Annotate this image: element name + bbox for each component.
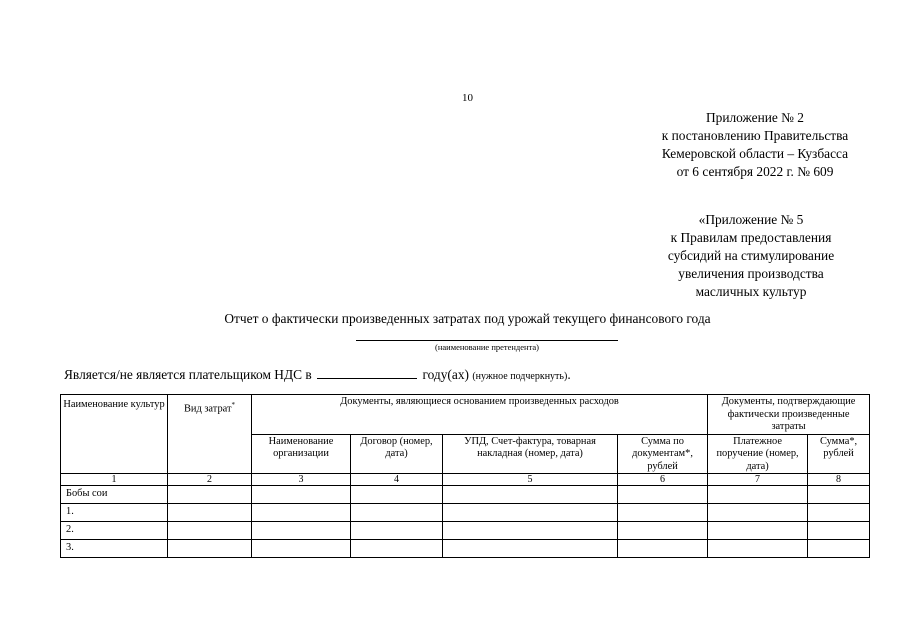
table-cell[interactable]	[351, 504, 443, 522]
table-cell[interactable]	[443, 486, 618, 504]
applicant-name-line[interactable]	[356, 340, 618, 341]
table-cell[interactable]	[708, 504, 808, 522]
applicant-caption: (наименование претендента)	[435, 342, 539, 352]
appendix-5-line: субсидий на стимулирование	[667, 248, 835, 263]
table-cell[interactable]	[252, 522, 351, 540]
vat-text-before: Является/не является плательщиком НДС в	[64, 367, 312, 382]
column-number-row	[61, 474, 870, 486]
table-row	[61, 486, 870, 504]
header-organization-name: Наименование организации	[252, 434, 351, 474]
table-cell[interactable]	[808, 540, 870, 558]
table-cell[interactable]	[808, 504, 870, 522]
appendix-5-line: увеличения производства	[678, 266, 824, 281]
table-cell[interactable]	[252, 486, 351, 504]
vat-note: (нужное подчеркнуть)	[472, 371, 568, 382]
table-cell[interactable]	[168, 540, 252, 558]
row-label: Бобы сои	[61, 486, 168, 504]
table-row	[61, 540, 870, 558]
table-cell[interactable]	[708, 522, 808, 540]
vat-year-blank[interactable]	[317, 367, 417, 379]
table-cell[interactable]	[351, 486, 443, 504]
table-cell[interactable]	[168, 486, 252, 504]
table-cell[interactable]	[808, 486, 870, 504]
column-number: 2	[168, 474, 252, 486]
column-number: 3	[252, 474, 351, 486]
footnote-mark: *	[231, 401, 236, 409]
appendix-2-line: к постановлению Правительства	[661, 128, 849, 143]
row-label: 1.	[61, 504, 168, 522]
header-confirming-documents: Документы, подтверждающие фактически произведенные затраты	[708, 395, 870, 435]
table-cell[interactable]	[708, 486, 808, 504]
row-label: 3.	[61, 540, 168, 558]
row-label: 2.	[61, 522, 168, 540]
header-payment-order: Платежное поручение (номер, дата)	[708, 434, 808, 474]
table-cell[interactable]	[443, 504, 618, 522]
header-contract: Договор (номер, дата)	[351, 434, 443, 474]
header-sum: Сумма*, рублей	[808, 434, 870, 474]
table-cell[interactable]	[808, 522, 870, 540]
table-cell[interactable]	[618, 486, 708, 504]
column-number: 4	[351, 474, 443, 486]
table-cell[interactable]	[351, 540, 443, 558]
table-cell[interactable]	[252, 504, 351, 522]
appendix-5-line: масличных культур	[695, 284, 807, 299]
column-number: 1	[61, 474, 168, 486]
page-number: 10	[462, 92, 473, 104]
vat-statement	[64, 367, 571, 383]
appendix-5-line: к Правилам предоставления	[670, 230, 832, 245]
appendix-5-line: «Приложение № 5	[698, 212, 804, 227]
table-cell[interactable]	[252, 540, 351, 558]
header-basis-documents: Документы, являющиеся основанием произведенных расходов	[252, 395, 708, 435]
table-row	[61, 522, 870, 540]
table-cell[interactable]	[708, 540, 808, 558]
column-number: 8	[808, 474, 870, 486]
table-cell[interactable]	[168, 504, 252, 522]
table-row	[61, 504, 870, 522]
appendix-2-line: от 6 сентября 2022 г. № 609	[676, 164, 834, 179]
report-title: Отчет о фактически произведенных затратах под урожай текущего финансового года	[224, 311, 711, 326]
table-cell[interactable]	[351, 522, 443, 540]
vat-text-after: году(ах)	[422, 367, 469, 382]
column-number: 7	[708, 474, 808, 486]
appendix-2-header	[640, 109, 870, 181]
header-document-sum: Сумма по документам*, рублей	[618, 434, 708, 474]
table-cell[interactable]	[618, 540, 708, 558]
table-cell[interactable]	[618, 522, 708, 540]
vat-end: .	[567, 367, 571, 382]
column-number: 6	[618, 474, 708, 486]
table-cell[interactable]	[618, 504, 708, 522]
header-crop-name: Наименование культур	[61, 395, 168, 474]
table-cell[interactable]	[168, 522, 252, 540]
header-expense-type: Вид затрат*	[168, 395, 252, 474]
appendix-2-line: Кемеровской области – Кузбасса	[661, 146, 849, 161]
appendix-5-header	[636, 211, 866, 301]
column-number: 5	[443, 474, 618, 486]
table-cell[interactable]	[443, 522, 618, 540]
table-cell[interactable]	[443, 540, 618, 558]
expense-report-table	[60, 394, 870, 558]
appendix-2-line: Приложение № 2	[705, 110, 805, 125]
header-invoice: УПД, Счет-фактура, товарная накладная (номер, дата)	[443, 434, 618, 474]
